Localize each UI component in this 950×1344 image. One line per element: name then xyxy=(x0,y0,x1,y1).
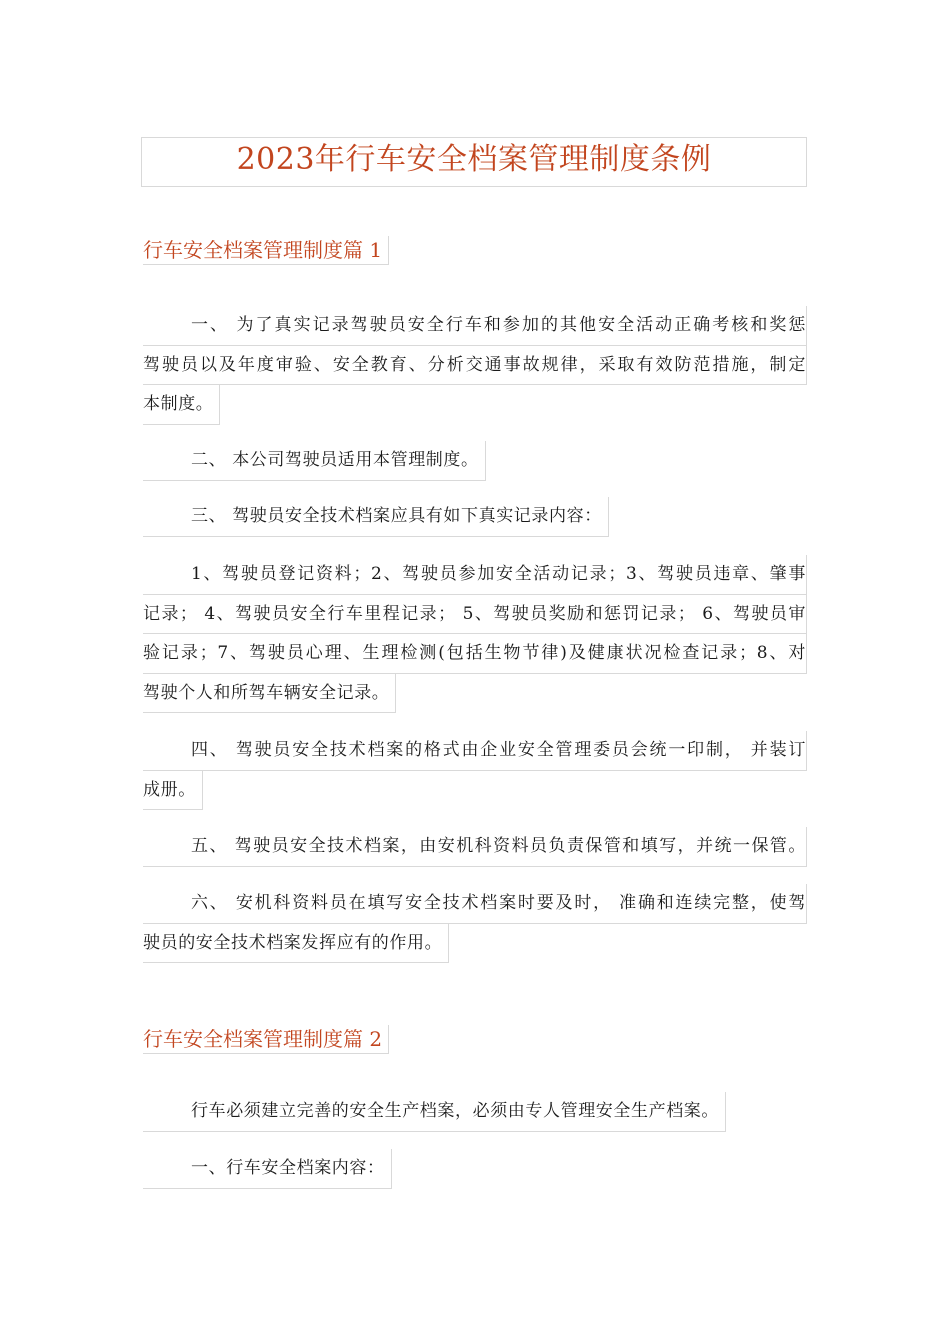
paragraph-line: 三、 驾驶员安全技术档案应具有如下真实记录内容： xyxy=(143,497,609,537)
document-title: 2023年行车安全档案管理制度条例 xyxy=(141,137,807,187)
paragraph-line: 驾驶员以及年度审验、安全教育、分析交通事故规律，采取有效防范措施，制定 xyxy=(143,346,807,386)
paragraph-line: 六、 安机科资料员在填写安全技术档案时要及时， 准确和连续完整，使驾 xyxy=(143,884,807,924)
paragraph-line: 二、 本公司驾驶员适用本管理制度。 xyxy=(143,441,486,481)
paragraph xyxy=(143,306,807,440)
paragraph-line: 记录； 4、驾驶员安全行车里程记录； 5、驾驶员奖励和惩罚记录； 6、驾驶员审 xyxy=(143,595,807,635)
paragraph-line: 驾驶个人和所驾车辆安全记录。 xyxy=(143,674,396,714)
paragraph xyxy=(143,1092,807,1147)
paragraph-line: 驶员的安全技术档案发挥应有的作用。 xyxy=(143,924,449,964)
paragraph xyxy=(143,555,807,729)
paragraph xyxy=(143,731,807,826)
paragraph xyxy=(143,441,807,496)
section-heading: 行车安全档案管理制度篇 1 xyxy=(143,236,389,265)
paragraph xyxy=(143,497,807,552)
paragraph-line: 本制度。 xyxy=(143,385,220,425)
paragraph-line: 行车必须建立完善的安全生产档案，必须由专人管理安全生产档案。 xyxy=(143,1092,726,1132)
paragraph-line: 验记录；7、驾驶员心理、生理检测(包括生物节律)及健康状况检查记录；8、对 xyxy=(143,634,807,674)
paragraph xyxy=(143,884,807,979)
section-heading: 行车安全档案管理制度篇 2 xyxy=(143,1025,389,1054)
paragraph-line: 一、行车安全档案内容： xyxy=(143,1149,392,1189)
paragraph xyxy=(143,827,807,867)
paragraph-line: 成册。 xyxy=(143,771,203,811)
paragraph-line: 五、 驾驶员安全技术档案，由安机科资料员负责保管和填写，并统一保管。 xyxy=(143,827,807,867)
paragraph-line: 一、 为了真实记录驾驶员安全行车和参加的其他安全活动正确考核和奖惩 xyxy=(143,306,807,346)
paragraph-line: 1、驾驶员登记资料；2、驾驶员参加安全活动记录；3、驾驶员违章、肇事 xyxy=(143,555,807,595)
paragraph xyxy=(143,1149,807,1204)
paragraph-line: 四、 驾驶员安全技术档案的格式由企业安全管理委员会统一印制， 并装订 xyxy=(143,731,807,771)
